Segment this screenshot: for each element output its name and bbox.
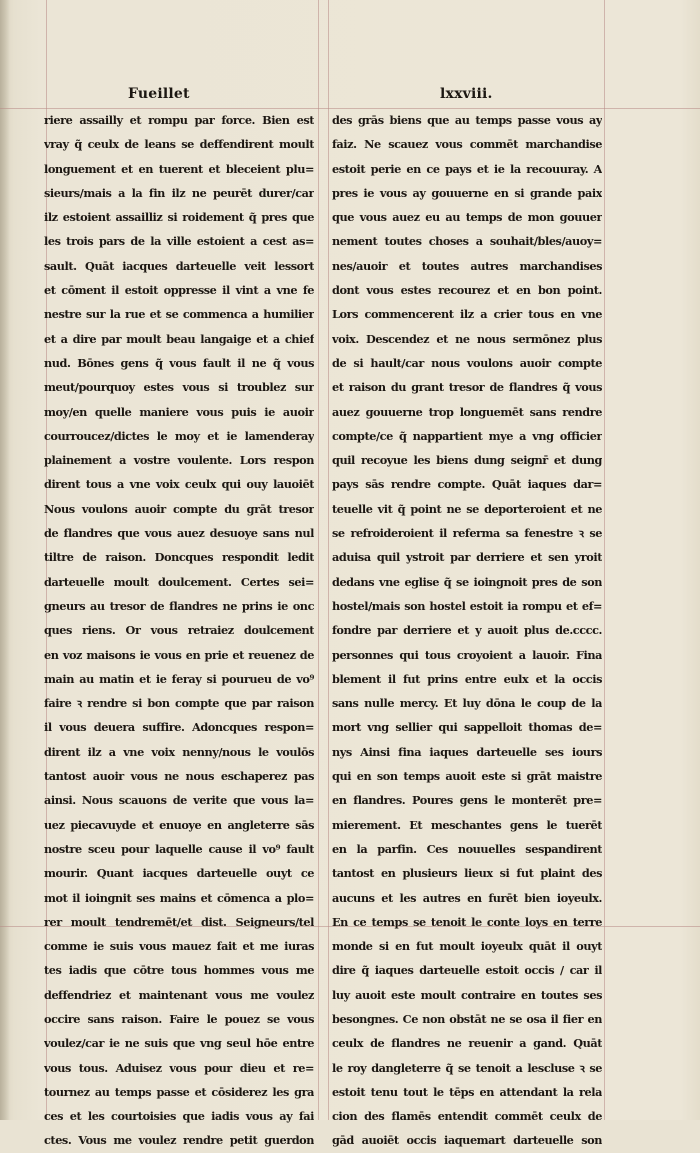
text-line: se refroideroient il referma sa fenestre ꝛ se	[332, 526, 602, 541]
text-line: de si hault/car nous voulons auoir compte	[332, 355, 602, 370]
text-line: occire sans raison. Faire le pouez se vous	[44, 1011, 314, 1026]
text-line: auez gouuerne trop longuemēt sans rendre	[332, 404, 602, 419]
text-line: longuement et en tuerent et bleceient plu=	[44, 161, 314, 176]
text-line: nys Ainsi fina iaques darteuelle ses iours	[332, 744, 602, 759]
text-line: En ce temps se tenoit le conte loys en terre	[332, 914, 602, 929]
text-line: monde si en fut moult ioyeulx quāt il ouyt	[332, 939, 602, 954]
text-line: quil recoyue les biens dung seignr̄ et dung	[332, 453, 602, 468]
text-line: voix. Descendez et ne nous sermōnez plus	[332, 331, 602, 346]
text-line: nes/auoir et toutes autres marchandises	[332, 258, 602, 273]
text-line: faiz. Ne scauez vous commēt marchandise	[332, 137, 602, 152]
text-line: qui en son temps auoit este si grāt maistre	[332, 769, 602, 784]
text-line: tes iadis que cōtre tous hommes vous me	[44, 963, 314, 978]
text-line: ainsi. Nous scauons de verite que vous la=	[44, 793, 314, 808]
text-line: mot il ioingnit ses mains et cōmenca a plo=	[44, 890, 314, 905]
folio-number: lxxviii.	[440, 86, 493, 102]
text-line: tantost auoir vous ne nous eschaperez pas	[44, 769, 314, 784]
text-line: gneurs au tresor de flandres ne prins ie onc	[44, 598, 314, 613]
ruling-line-column-right	[328, 0, 329, 1120]
text-line: fondre par derriere et y auoit plus de.cccc.	[332, 623, 602, 638]
text-line: mort vng sellier qui sappelloit thomas de=	[332, 720, 602, 735]
text-line: sault. Quāt iacques darteuelle veit lessort	[44, 258, 314, 273]
text-line: ilz estoient assailliz si roidement q̃ pres que	[44, 210, 314, 225]
text-line: mierement. Et meschantes gens le tuerēt	[332, 817, 602, 832]
text-line: ques riens. Or vous retraiez doulcement	[44, 623, 314, 638]
text-line: aduisa quil ystroit par derriere et sen yroit	[332, 550, 602, 565]
text-line: darteuelle moult doulcement. Certes sei=	[44, 574, 314, 589]
text-column-right	[332, 108, 602, 1153]
ruling-line-right-margin	[604, 0, 605, 1120]
text-line: ctes. Vous me voulez rendre petit guerdon	[44, 1133, 314, 1148]
text-line: hostel/mais son hostel estoit ia rompu et ef=	[332, 598, 602, 613]
ruling-line-column-left	[318, 0, 319, 1120]
text-line: tantost en plusieurs lieux si fut plaint des	[332, 866, 602, 881]
text-line: dont vous estes recourez et en bon point.	[332, 283, 602, 298]
text-line: meut/pourquoy estes vous si troublez sur	[44, 380, 314, 395]
text-column-left	[44, 108, 314, 1153]
text-line: pres ie vous ay gouuerne en si grande paix	[332, 185, 602, 200]
text-line: teuelle vit q̃ point ne se deporteroient et ne	[332, 501, 602, 516]
text-line: cion des flamēs entendit commēt ceulx de	[332, 1109, 602, 1124]
text-line: en voz maisons ie vous en prie et reuenez de	[44, 647, 314, 662]
text-line: dedans vne eglise q̃ se ioingnoit pres de son	[332, 574, 602, 589]
text-line: des grās biens que au temps passe vous ay	[332, 113, 602, 127]
text-line: sieurs/mais a la fin ilz ne peurēt durer/car	[44, 185, 314, 200]
text-line: faire ꝛ rendre si bon compte que par raison	[44, 696, 314, 711]
text-line: aucuns et les autres en furēt bien ioyeulx.	[332, 890, 602, 905]
text-line: deffendriez et maintenant vous me voulez	[44, 987, 314, 1002]
text-line: le roy dangleterre q̃ se tenoit a lescluse ꝛ se	[332, 1060, 602, 1075]
text-line: main au matin et ie feray si pourueu de vo⁹	[44, 671, 314, 686]
text-line: gād auoiēt occis iaquemart darteuelle son	[332, 1133, 602, 1148]
text-line: dirent ilz a vne voix nenny/nous le voulōs	[44, 744, 314, 759]
text-line: estoit perie en ce pays et ie la recouuray. A	[332, 161, 602, 176]
text-line: moy/en quelle maniere vous puis ie auoir	[44, 404, 314, 419]
text-line: nestre sur la rue et se commenca a humilier	[44, 307, 314, 322]
text-line: tournez au temps passe et cōsiderez les gra	[44, 1084, 314, 1099]
text-line: les trois pars de la ville estoient a cest as=	[44, 234, 314, 249]
text-line: il vous deuera suffire. Adoncques respon=	[44, 720, 314, 735]
text-line: mourir. Quant iacques darteuelle ouyt ce	[44, 866, 314, 881]
text-line: personnes qui tous croyoient a lauoir. Fina	[332, 647, 602, 662]
text-line: Lors commencerent ilz a crier tous en vne	[332, 307, 602, 322]
text-line: vray q̃ ceulx de leans se deffendirent moult	[44, 137, 314, 152]
binding-gutter-shadow	[0, 0, 10, 1120]
text-line: rer moult tendremēt/et dist. Seigneurs/tel	[44, 914, 314, 929]
text-line: besongnes. Ce non obstāt ne se osa il fier en	[332, 1011, 602, 1026]
text-line: nud. Bōnes gens q̃ vous fault il ne q̃ vous	[44, 355, 314, 370]
text-line: uez piecavuyde et enuoye en angleterre sās	[44, 817, 314, 832]
text-line: luy auoit este moult contraire en toutes ses	[332, 987, 602, 1002]
text-line: comme ie suis vous mauez fait et me iuras	[44, 939, 314, 954]
text-line: courroucez/dictes le moy et ie lamenderay	[44, 428, 314, 443]
text-line: et cōment il estoit oppresse il vint a vne fe	[44, 283, 314, 298]
text-line: blement il fut prins entre eulx et la occis	[332, 671, 602, 686]
text-line: tiltre de raison. Doncques respondit ledit	[44, 550, 314, 565]
text-line: que vous auez eu au temps de mon gouuer	[332, 210, 602, 225]
text-line: plainement a vostre voulente. Lors respon	[44, 453, 314, 468]
text-line: dire q̃ iaques darteuelle estoit occis / car il	[332, 963, 602, 978]
text-line: en la parfin. Ces nouuelles sespandirent	[332, 841, 602, 856]
text-line: ces et les courtoisies que iadis vous ay fai	[44, 1109, 314, 1124]
text-line: dirent tous a vne voix ceulx qui ouy lauoiēt	[44, 477, 314, 492]
running-header-left: Fueillet	[128, 86, 190, 102]
text-line: de flandres que vous auez desuoye sans nul	[44, 526, 314, 541]
text-line: compte/ce q̃ nappartient mye a vng officier	[332, 428, 602, 443]
text-line: et raison du grant tresor de flandres q̃ vous	[332, 380, 602, 395]
text-line: sans nulle mercy. Et luy dōna le coup de la	[332, 696, 602, 711]
text-line: et a dire par moult beau langaige et a chief	[44, 331, 314, 346]
text-line: riere assailly et rompu par force. Bien est	[44, 113, 314, 127]
text-line: en flandres. Poures gens le monterēt pre=	[332, 793, 602, 808]
text-line: Nous voulons auoir compte du grāt tresor	[44, 501, 314, 516]
text-line: nement toutes choses a souhait/bles/auoy=	[332, 234, 602, 249]
text-line: voulez/car ie ne suis que vng seul hōe entre	[44, 1036, 314, 1051]
text-line: vous tous. Aduisez vous pour dieu et re=	[44, 1060, 314, 1075]
text-line: estoit tenu tout le tēps en attendant la rela	[332, 1084, 602, 1099]
text-line: pays sās rendre compte. Quāt iaques dar=	[332, 477, 602, 492]
text-line: ceulx de flandres ne reuenir a gand. Quāt	[332, 1036, 602, 1051]
text-line: nostre sceu pour laquelle cause il vo⁹ fault	[44, 841, 314, 856]
